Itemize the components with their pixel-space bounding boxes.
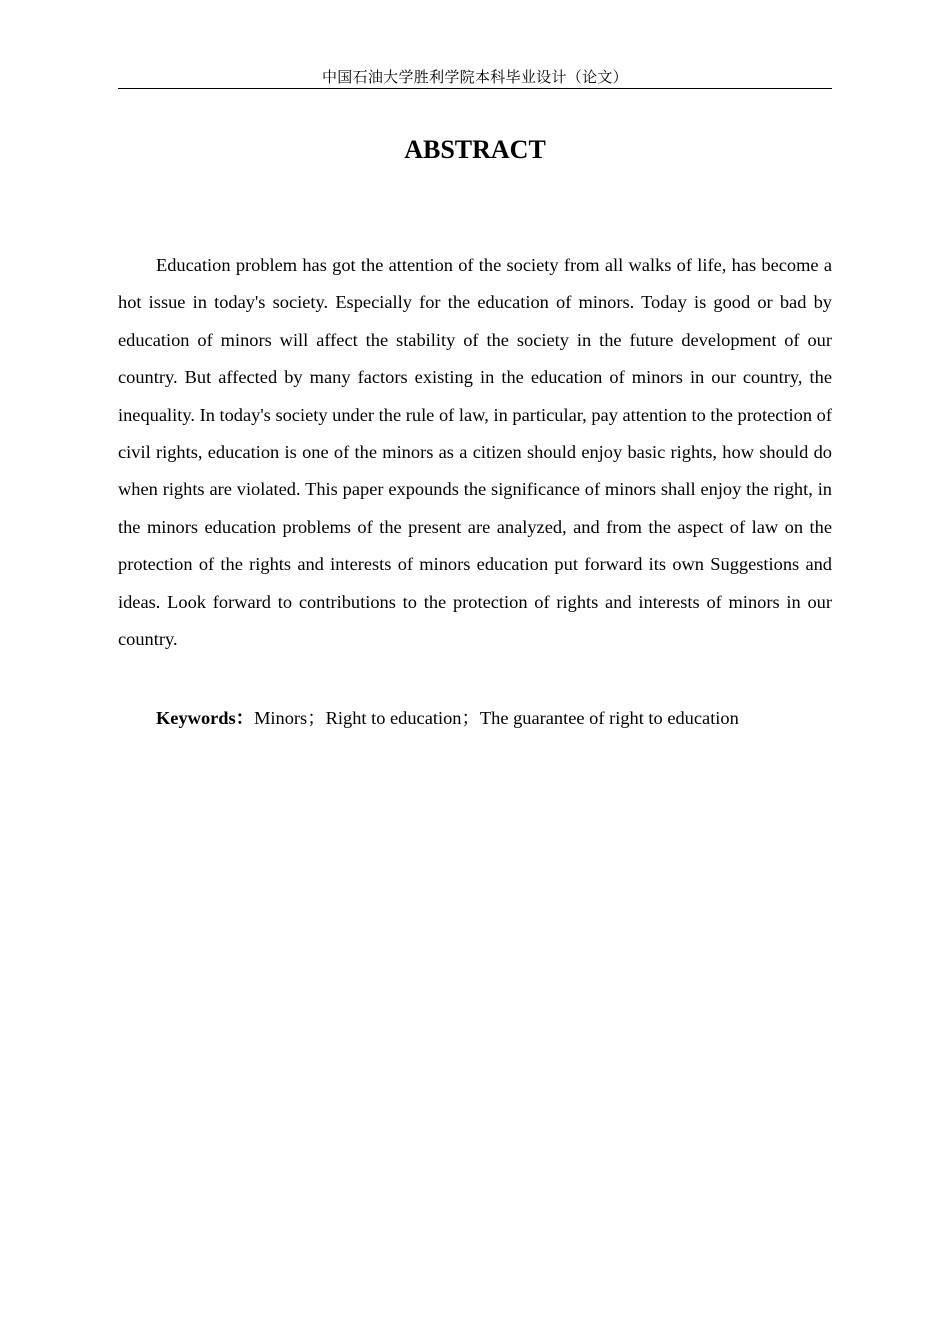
keyword-separator: ； [461, 708, 480, 728]
keywords-label: Keywords： [156, 708, 255, 728]
keyword-item: The guarantee of right to education [479, 708, 739, 728]
running-header: 中国石油大学胜利学院本科毕业设计（论文） [321, 68, 628, 86]
keywords-line [156, 704, 836, 732]
header-rule [118, 88, 832, 89]
abstract-title: ABSTRACT [404, 135, 546, 164]
keyword-separator: ； [307, 708, 326, 728]
keyword-item: Right to education [325, 708, 462, 728]
abstract-body: Education problem has got the attention of the society from all walks of life, has become a hot issue in today's society. Especially for the education of minors. Today is good or bad by education of minors will affect the stability of the society in the future development of our country. But affected by many factors existing in the education of minors in our country, the inequality. In today's society under the rule of law, in particular, pay attention to the protection of civil rights, education is one of the minors as a citizen should enjoy basic rights, how should do when rights are violated. This paper expounds the significance of minors shall enjoy the right, in the minors education problems of the present are analyzed, and from the aspect of law on the protection of the rights and interests of minors education put forward its own Suggestions and ideas. Look forward to contributions to the protection of rights and interests of minors in our country. [118, 255, 832, 650]
keyword-item: Minors [254, 708, 308, 728]
